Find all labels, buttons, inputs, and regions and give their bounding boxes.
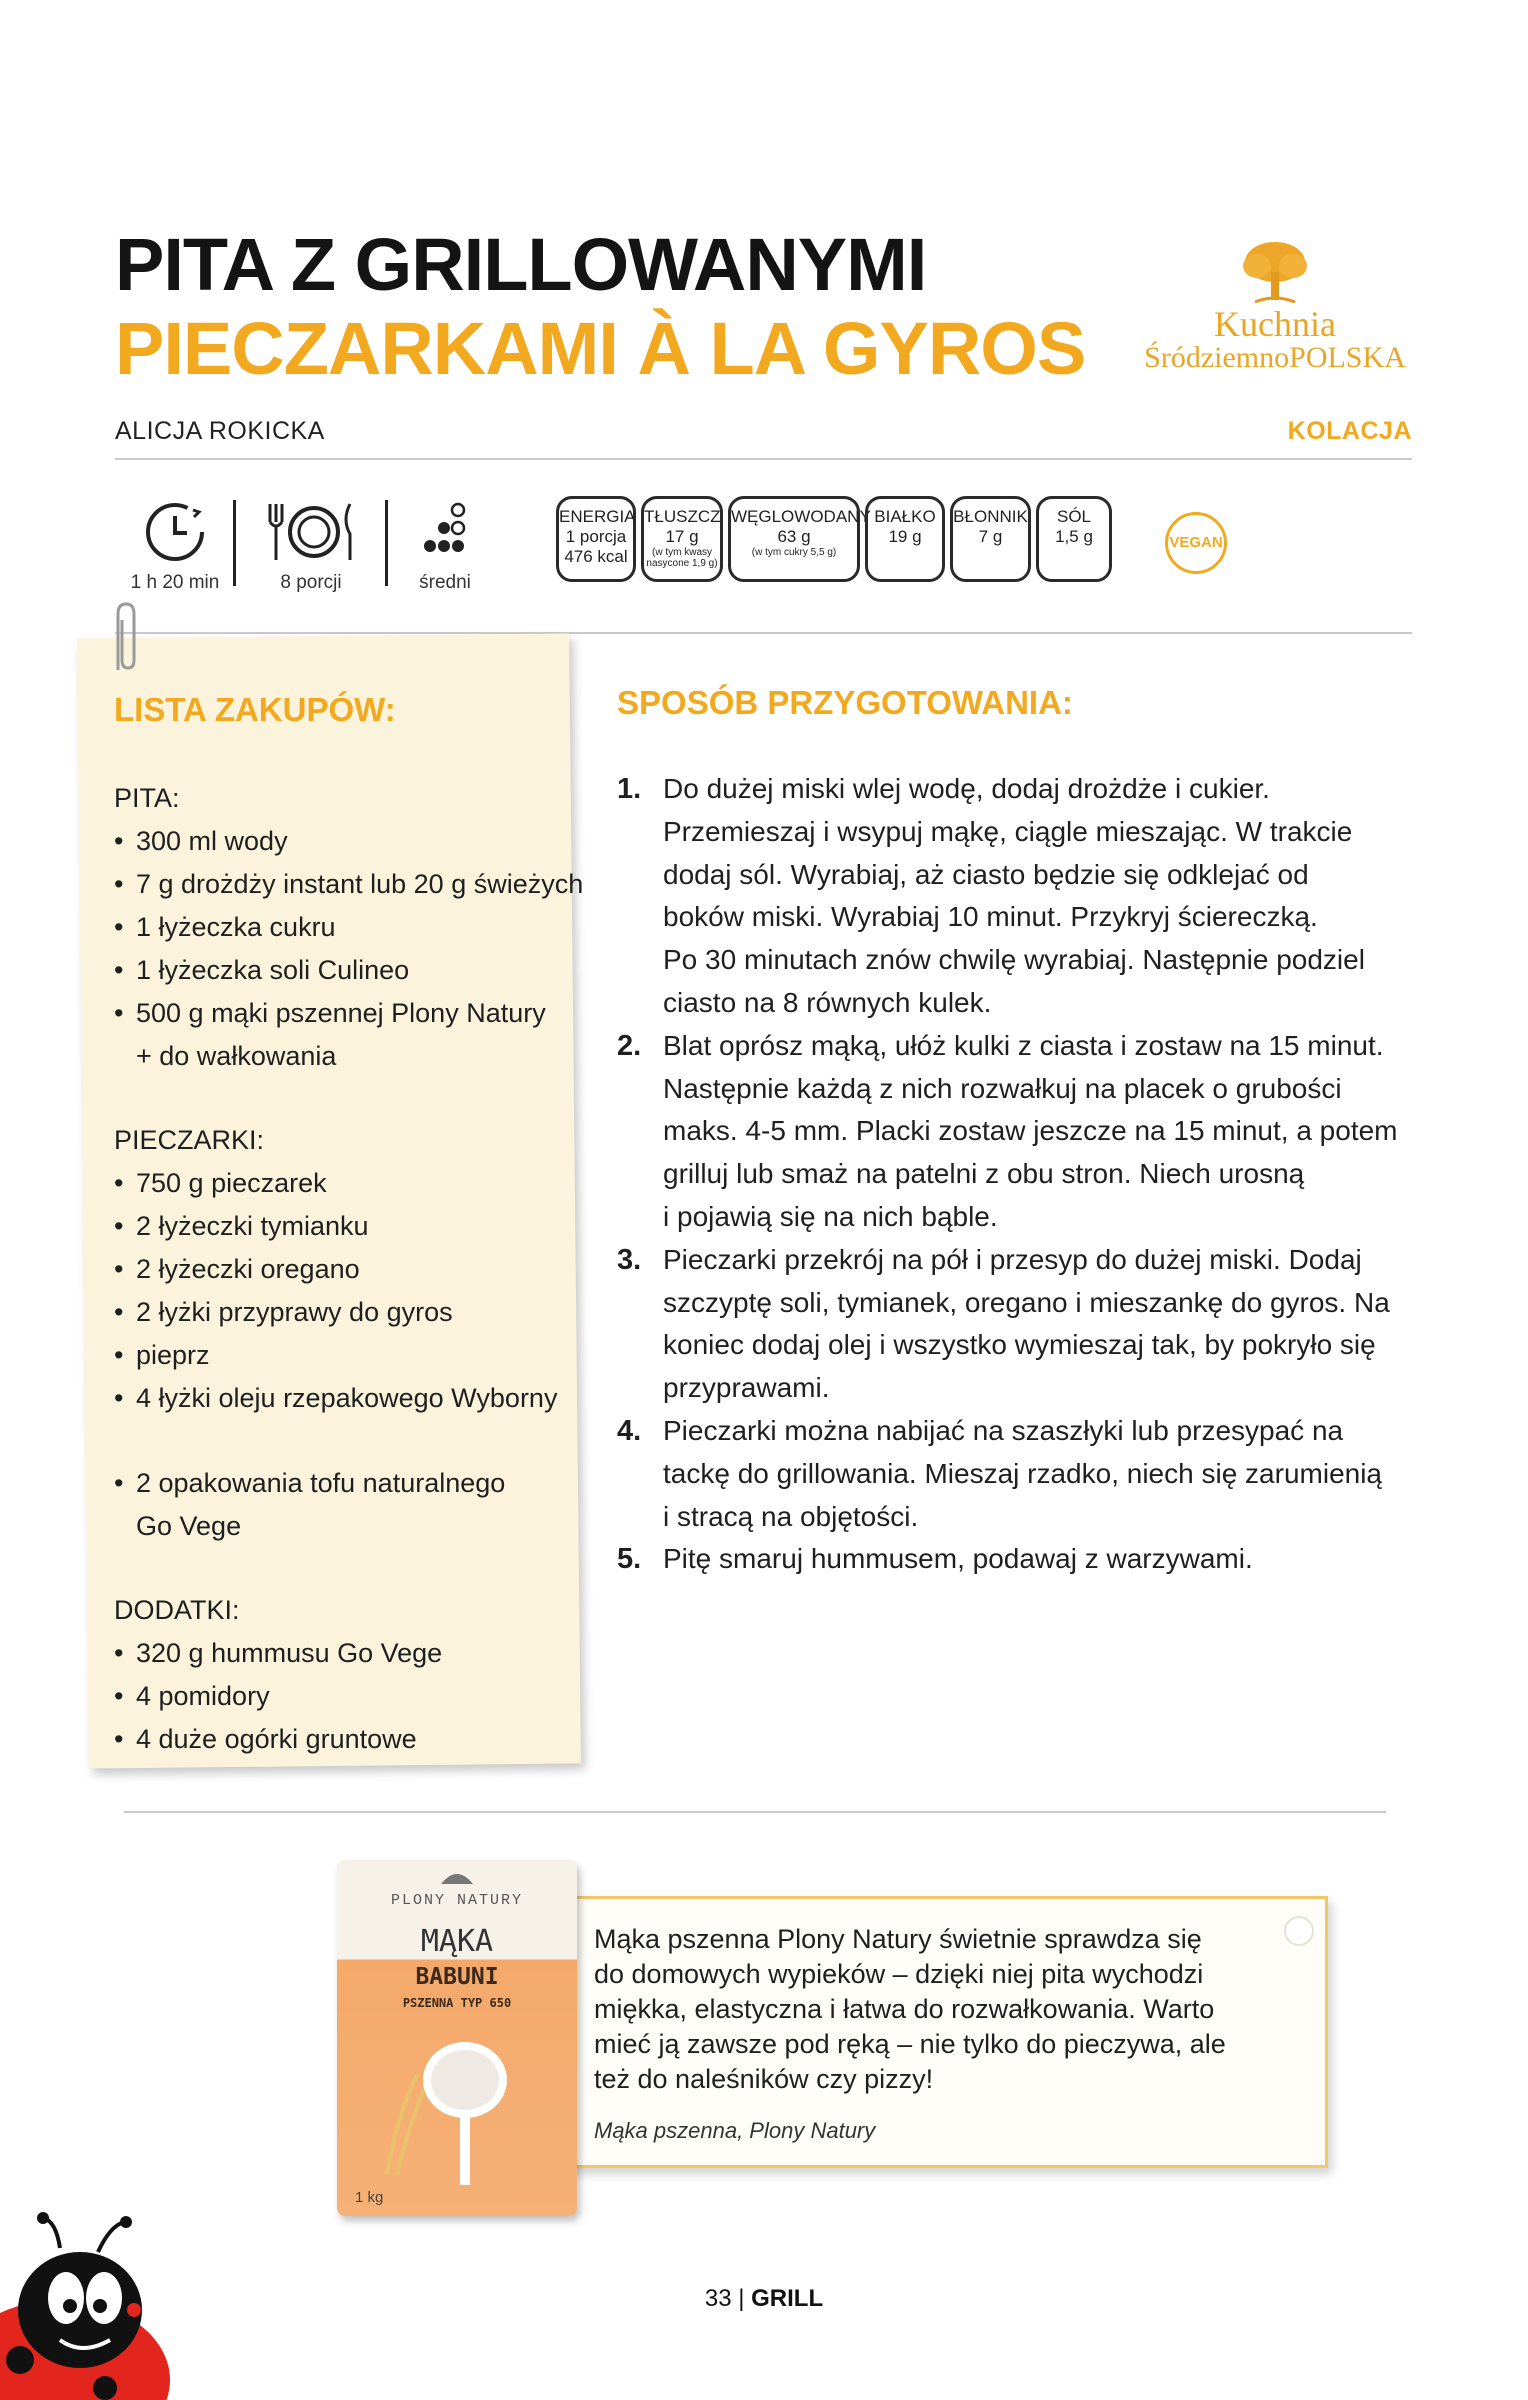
nutrition-value: 1,5 g <box>1055 527 1093 546</box>
nutrition-sub: (w tym kwasy nasycone 1,9 g) <box>646 547 718 569</box>
nutrition-value: 1 porcja <box>565 527 627 546</box>
list-item: • 300 ml wody <box>114 820 584 863</box>
package-type: PSZENNA TYP 650 <box>402 1996 512 2010</box>
nutrition-sub: (w tym cukry 5,5 g) <box>751 547 837 558</box>
list-item: • 2 łyżeczki oregano <box>114 1248 584 1291</box>
step-line: koniec dodaj olej i wszystko wymieszaj tak, by pokryło się <box>663 1329 1376 1361</box>
nutrition-label: ENERGIA <box>559 507 636 526</box>
step-line: Blat oprósz mąką, ułóż kulki z ciasta i zostaw na 15 minut. <box>663 1029 1384 1061</box>
step-number: 1. <box>617 773 642 805</box>
list-item: • 4 pomidory <box>114 1675 584 1718</box>
recipe-title-line1: PITA Z GRILLOWANYMI <box>115 223 927 306</box>
step-line: Pitę smaruj hummusem, podawaj z warzywami. <box>663 1543 1253 1575</box>
ladybug-mascot-icon <box>0 2210 170 2400</box>
nutrition-fat <box>641 496 723 582</box>
nutrition-fiber <box>950 496 1031 582</box>
author: ALICJA ROKICKA <box>115 417 325 445</box>
extras-ingredients <box>114 1589 584 1761</box>
section-heading: DODATKI: <box>114 1595 240 1625</box>
step-line: i pojawią się na nich bąble. <box>663 1200 998 1232</box>
step-line: Do dużej miski wlej wodę, dodaj drożdże i cukier. <box>663 773 1270 804</box>
plate-icon <box>262 500 360 564</box>
nutrition-value: 63 g <box>777 527 811 546</box>
pita-ingredients <box>114 777 584 1078</box>
clock-icon <box>143 500 207 564</box>
list-item: • 4 duże ogórki gruntowe <box>114 1718 584 1761</box>
nutrition-label: TŁUSZCZ <box>644 507 721 526</box>
tree-icon <box>1235 236 1315 306</box>
brand-logo-icon <box>439 1868 475 1886</box>
logo-line1: Kuchnia <box>1214 304 1336 344</box>
section-heading: PITA: <box>114 783 180 813</box>
product-caption: Mąka pszenna, Plony Natury <box>594 2118 876 2143</box>
flour-spoon-icon <box>377 2035 537 2185</box>
step-line: szczyptę soli, tymianek, oregano i mieszankę do gyros. Na <box>663 1286 1390 1318</box>
step <box>617 768 1417 1025</box>
nutrition-value: 19 g <box>888 527 922 546</box>
difficulty-icon <box>420 502 468 560</box>
list-item: • 2 łyżki przyprawy do gyros <box>114 1291 584 1334</box>
product-note-text <box>594 1922 1294 2097</box>
package-name2: BABUNI <box>415 1964 499 1990</box>
step <box>617 1410 1417 1538</box>
flour-package-image <box>337 1860 577 2216</box>
step-line: tackę do grillowania. Mieszaj rzadko, niech się zarumienią <box>663 1457 1383 1489</box>
nutrition-energy <box>556 496 636 582</box>
step <box>617 1538 1417 1581</box>
nutrition-carbs <box>728 496 871 582</box>
footer-separator: | <box>738 2285 752 2312</box>
list-item: • 1 łyżeczka soli Culineo <box>114 949 584 992</box>
category-label: KOLACJA <box>1287 417 1412 445</box>
step-line: Następnie każdą z nich rozwałkuj na placek o grubości <box>663 1072 1342 1104</box>
list-item: • 2 opakowania tofu naturalnego <box>114 1462 584 1505</box>
step-line: grilluj lub smaż na patelni z obu stron. Niech urosną <box>663 1158 1305 1190</box>
list-item-continuation: + do wałkowania <box>136 1041 337 1071</box>
list-item: • 1 łyżeczka cukru <box>114 906 584 949</box>
list-item: • 2 łyżeczki tymianku <box>114 1205 584 1248</box>
divider <box>115 458 1412 460</box>
paperclip-icon <box>108 600 142 680</box>
method-steps <box>617 768 1417 1581</box>
portions-label: 8 porcji <box>280 572 342 593</box>
step-line: Po 30 minutach znów chwilę wyrabiaj. Następnie podziel <box>663 944 1365 976</box>
step-line: przyprawami. <box>663 1372 830 1404</box>
note-line: do domowych wypieków – dzięki niej pita wychodzi <box>594 1959 1204 1989</box>
recipe-title-line2: PIECZARKAMI À LA GYROS <box>115 307 1086 390</box>
tofu-ingredient <box>114 1462 584 1548</box>
step <box>617 1239 1417 1410</box>
step-line: Pieczarki można nabijać na szaszłyki lub przesypać na <box>663 1414 1344 1446</box>
nutrition-label: BŁONNIK <box>953 507 1028 526</box>
package-name: MĄKA <box>420 1924 494 1959</box>
list-item: • 500 g mąki pszennej Plony Natury <box>114 992 584 1035</box>
step-line: maks. 4-5 mm. Placki zostaw jeszcze na 15 minut, a potem <box>663 1115 1398 1147</box>
section-heading: PIECZARKI: <box>114 1125 265 1155</box>
nutrition-protein <box>865 496 945 582</box>
step <box>617 1025 1417 1239</box>
section-name: GRILL <box>751 2285 824 2312</box>
step-line: boków miski. Wyrabiaj 10 minut. Przykryj ściereczką. <box>663 901 1318 933</box>
separator <box>385 500 388 586</box>
nutrition-value: 17 g <box>665 527 699 546</box>
note-line: też do naleśników czy pizzy! <box>594 2064 934 2094</box>
mushroom-ingredients <box>114 1119 584 1420</box>
nutrition-label: SÓL <box>1056 507 1092 526</box>
kuchnia-logo <box>1130 236 1420 386</box>
step-line: ciasto na 8 równych kulek. <box>663 986 992 1018</box>
step-line: dodaj sól. Wyrabiaj, aż ciasto będzie się odklejać od <box>663 858 1309 890</box>
logo-line2: ŚródziemnoPOLSKA <box>1144 341 1406 374</box>
method-title: SPOSÓB PRZYGOTOWANIA: <box>617 684 1073 721</box>
package-brand: PLONY NATURY <box>390 1892 524 1909</box>
list-item: • 320 g hummusu Go Vege <box>114 1632 584 1675</box>
nutrition-label: BIAŁKO <box>874 507 936 526</box>
list-item-continuation: Go Vege <box>136 1511 242 1541</box>
nutrition-label: WĘGLOWODANY <box>731 507 871 526</box>
list-item: • 7 g drożdży instant lub 20 g świeżych <box>114 863 584 906</box>
step-line: i stracą na objętości. <box>663 1500 919 1532</box>
nutrition-value: 7 g <box>978 527 1003 546</box>
step-line: Przemieszaj i wsypuj mąkę, ciągle mieszając. W trakcie <box>663 815 1353 847</box>
nutrition-salt <box>1036 496 1112 582</box>
vegan-badge: VEGAN <box>1165 512 1227 574</box>
difficulty-label: średni <box>419 572 471 593</box>
note-line: miękka, elastyczna i łatwa do rozwałkowania. Warto <box>594 1994 1215 2024</box>
list-item: • 750 g pieczarek <box>114 1162 584 1205</box>
nutrition-value: 476 kcal <box>564 547 628 566</box>
step-number: 3. <box>617 1243 642 1276</box>
step-number: 4. <box>617 1414 642 1447</box>
package-weight: 1 kg <box>355 2189 384 2206</box>
step-line: Pieczarki przekrój na pół i przesyp do dużej miski. Dodaj <box>663 1243 1362 1275</box>
list-item: • 4 łyżki oleju rzepakowego Wyborny <box>114 1377 584 1420</box>
page-number: 33 <box>704 2285 732 2312</box>
note-line: mieć ją zawsze pod ręką – nie tylko do pieczywa, ale <box>594 2029 1226 2059</box>
list-item: • pieprz <box>114 1334 584 1377</box>
separator <box>233 500 236 586</box>
time-label: 1 h 20 min <box>130 572 220 593</box>
page-footer <box>0 2285 1528 2313</box>
step-number: 5. <box>617 1543 642 1576</box>
note-line: Mąka pszenna Plony Natury świetnie sprawdza się <box>594 1924 1202 1954</box>
shopping-list-title: LISTA ZAKUPÓW: <box>114 691 396 728</box>
divider <box>115 632 1412 634</box>
divider <box>124 1811 1386 1813</box>
step-number: 2. <box>617 1029 642 1062</box>
